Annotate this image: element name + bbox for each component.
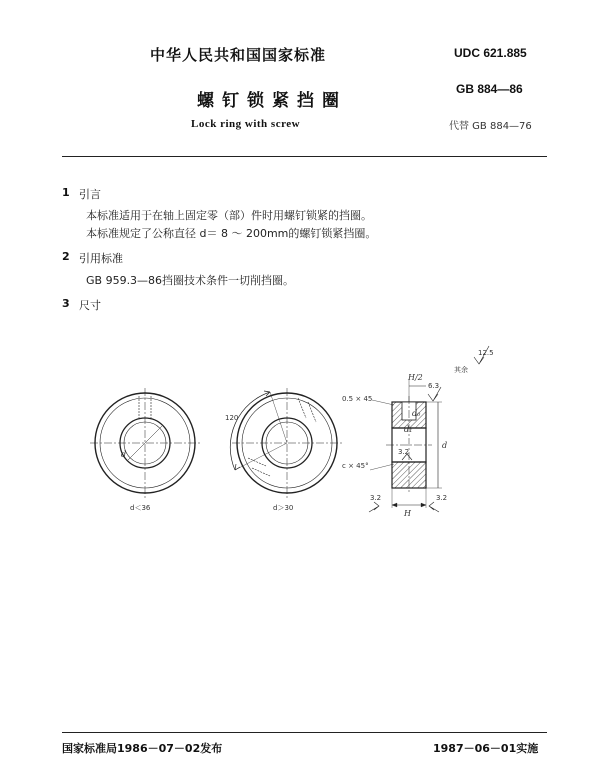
section-3-number: 3 <box>62 297 70 310</box>
dim-h-half: H/2 <box>408 373 423 382</box>
left-caption: d＜36 <box>130 504 151 512</box>
roughness-top: 6.3 <box>428 382 440 390</box>
angle-label: 120 <box>225 414 239 422</box>
standard-name: 中华人民共和国国家标准 <box>150 46 327 64</box>
section-3-title: 尺寸 <box>79 299 101 312</box>
document-title: 螺钉锁紧挡圈 <box>197 91 347 111</box>
roughness-side-right: 3.2 <box>436 494 448 502</box>
roughness-bore: 3.2 <box>398 448 410 456</box>
dim-d-label-left: d <box>121 450 127 459</box>
section-1-paragraph-2: 本标准规定了公称直径 d＝ 8 ～ 200mm的螺钉锁紧挡圈。 <box>86 227 377 240</box>
issue-date: 国家标准局1986－07－02发布 <box>62 742 223 755</box>
udc-code: UDC 621.885 <box>454 46 527 60</box>
section-1-paragraph-1: 本标准适用于在轴上固定零（部）件时用螺钉锁紧的挡圈。 <box>86 209 372 222</box>
roughness-rest: 12.5 <box>478 349 494 357</box>
effective-date: 1987－06－01实施 <box>433 742 539 755</box>
section-2-title: 引用标准 <box>79 252 123 265</box>
dim-h: H <box>404 509 411 518</box>
middle-caption: d＞30 <box>273 504 294 512</box>
ring-section-view <box>369 346 489 512</box>
dim-d0: d₀ <box>412 409 421 418</box>
ring-front-view-small <box>90 388 200 498</box>
footer-divider <box>62 732 547 733</box>
section-1-title: 引言 <box>79 188 101 201</box>
dim-d-section: d <box>442 441 448 450</box>
section-2-number: 2 <box>62 250 70 263</box>
chamfer-large: c × 45° <box>342 462 369 470</box>
section-2-paragraph-1: GB 959.3—86挡圈技术条件一切削挡圈。 <box>86 274 295 287</box>
roughness-note: 其余 <box>454 366 468 374</box>
chamfer-small: 0.5 × 45 <box>342 395 373 403</box>
english-title: Lock ring with screw <box>191 118 301 130</box>
gb-code: GB 884—86 <box>456 82 523 96</box>
dim-d1: d₁ <box>404 425 413 434</box>
roughness-side-left: 3.2 <box>370 494 382 502</box>
replaces-note: 代替 GB 884—76 <box>449 121 532 132</box>
ring-front-view-large <box>230 388 342 498</box>
section-1-number: 1 <box>62 186 70 199</box>
